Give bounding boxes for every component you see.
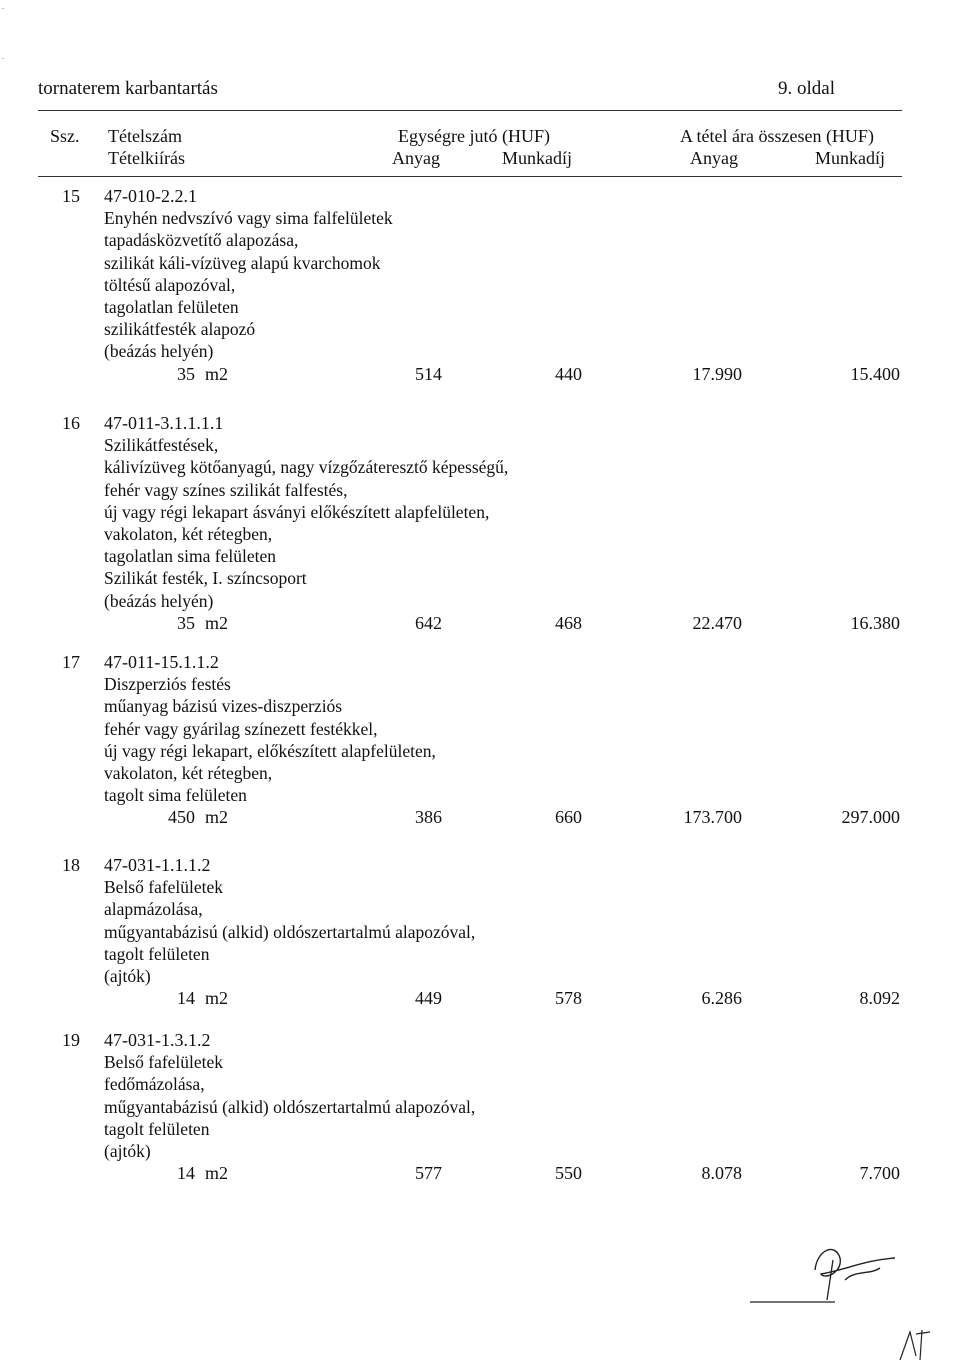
col-tetelszam: Tételszám <box>108 126 182 146</box>
item-description-line: szilikátfesték alapozó <box>104 319 256 340</box>
item-description-line: vakolaton, két rétegben, <box>104 763 273 783</box>
item-description-line: műgyantabázisú (alkid) oldószertartalmú alapozóval, <box>104 921 476 942</box>
item-description-line: szilikát káli-vízüveg alapú kvarchomok <box>104 252 381 273</box>
item-description-line: tagolt sima felületen <box>104 785 247 806</box>
item-ssz: 16 <box>62 413 80 433</box>
item-unit-anyag: 514 <box>415 363 442 384</box>
item-description-line: Enyhén nedvszívó vagy sima falfelületek <box>104 208 393 229</box>
document-title: tornaterem karbantartás <box>38 78 218 99</box>
item-description-line: tagolt felületen <box>104 1118 210 1139</box>
item-quantity: 14 <box>177 988 195 1009</box>
item-code: 47-011-15.1.1.2 <box>104 652 219 672</box>
item-unit-munkadij: 660 <box>555 807 582 828</box>
item-description-line: fehér vagy gyárilag színezett festékkel, <box>104 718 378 739</box>
item-total-anyag: 173.700 <box>683 807 742 828</box>
item-ssz: 17 <box>62 652 80 672</box>
col-total-munkadij: Munkadíj <box>815 148 885 168</box>
item-unit: m2 <box>205 612 229 633</box>
col-ssz: Ssz. <box>50 126 80 146</box>
item-total-anyag: 22.470 <box>692 612 742 633</box>
item-description-line: kálivízüveg kötőanyagú, nagy vízgőzáteresztő képességű, <box>104 457 509 478</box>
item-total-munkadij: 15.400 <box>850 363 900 384</box>
item-description-line: vakolaton, két rétegben, <box>104 524 273 544</box>
header-rule <box>38 110 902 111</box>
item-description-line: töltésű alapozóval, <box>104 274 236 295</box>
item-ssz: 19 <box>62 1030 80 1050</box>
item-unit-anyag: 386 <box>415 807 442 828</box>
item-description-line: tagolt felületen <box>104 943 210 964</box>
item-description-line: fehér vagy színes szilikát falfestés, <box>104 479 348 500</box>
item-description-line: alapmázolása, <box>104 899 203 920</box>
item-description-line: tagolatlan sima felületen <box>104 546 277 567</box>
item-total-anyag: 8.078 <box>701 1163 742 1184</box>
item-description-line: fedőmázolása, <box>104 1074 205 1095</box>
item-unit: m2 <box>205 363 229 384</box>
item-total-munkadij: 16.380 <box>850 612 900 633</box>
corner-mark-left: . <box>2 52 4 61</box>
item-description-line: Belső fafelületek <box>104 1052 224 1073</box>
signature <box>745 1240 915 1310</box>
item-description-line: Diszperziós festés <box>104 674 231 695</box>
item-total-anyag: 17.990 <box>692 363 742 384</box>
item-unit-munkadij: 550 <box>555 1163 582 1184</box>
item-quantity: 450 <box>168 807 195 828</box>
item-description-line: tapadásközvetítő alapozása, <box>104 230 299 251</box>
item-unit: m2 <box>205 1163 229 1184</box>
col-total-price-group: A tétel ára összesen (HUF) <box>680 126 874 146</box>
col-unit-price-group: Egységre jutó (HUF) <box>398 126 550 146</box>
col-unit-munkadij: Munkadíj <box>502 148 572 168</box>
item-description-line: (ajtók) <box>104 1141 151 1161</box>
item-description-line: új vagy régi lekapart ásványi előkészített alapfelületen, <box>104 501 490 522</box>
col-unit-anyag: Anyag <box>392 148 440 168</box>
item-description-line: Szilikátfestések, <box>104 435 219 456</box>
item-code: 47-010-2.2.1 <box>104 186 197 206</box>
item-total-munkadij: 297.000 <box>841 807 900 828</box>
item-description-line: műgyantabázisú (alkid) oldószertartalmú alapozóval, <box>104 1096 476 1117</box>
item-unit: m2 <box>205 988 229 1009</box>
item-code: 47-031-1.1.1.2 <box>104 855 211 875</box>
item-description-line: új vagy régi lekapart, előkészített alapfelületen, <box>104 740 436 761</box>
column-header-rule <box>38 176 902 177</box>
item-code: 47-011-3.1.1.1.1 <box>104 413 224 433</box>
item-quantity: 35 <box>177 363 195 384</box>
item-description-line: (ajtók) <box>104 966 151 986</box>
item-unit-munkadij: 468 <box>555 612 582 633</box>
col-tetelkiiras: Tételkiírás <box>108 148 185 168</box>
corner-mark-top: . <box>2 2 4 11</box>
item-quantity: 35 <box>177 612 195 633</box>
item-ssz: 15 <box>62 186 80 206</box>
item-total-anyag: 6.286 <box>701 988 742 1009</box>
item-code: 47-031-1.3.1.2 <box>104 1030 211 1050</box>
item-description-line: tagolatlan felületen <box>104 297 239 317</box>
item-ssz: 18 <box>62 855 80 875</box>
item-unit-anyag: 577 <box>415 1163 442 1184</box>
col-total-anyag: Anyag <box>690 148 738 168</box>
item-description-line: (beázás helyén) <box>104 341 214 362</box>
item-description-line: Szilikát festék, I. színcsoport <box>104 568 307 589</box>
item-unit-munkadij: 440 <box>555 363 582 384</box>
item-unit-anyag: 642 <box>415 612 442 633</box>
item-unit: m2 <box>205 807 229 828</box>
initials <box>896 1326 936 1366</box>
item-description-line: műanyag bázisú vizes-diszperziós <box>104 696 343 717</box>
page-number: 9. oldal <box>778 78 835 99</box>
item-quantity: 14 <box>177 1163 195 1184</box>
item-total-munkadij: 7.700 <box>859 1163 900 1184</box>
item-description-line: Belső fafelületek <box>104 877 224 898</box>
item-unit-anyag: 449 <box>415 988 442 1009</box>
item-unit-munkadij: 578 <box>555 988 582 1009</box>
item-total-munkadij: 8.092 <box>859 988 900 1009</box>
item-description-line: (beázás helyén) <box>104 590 214 611</box>
